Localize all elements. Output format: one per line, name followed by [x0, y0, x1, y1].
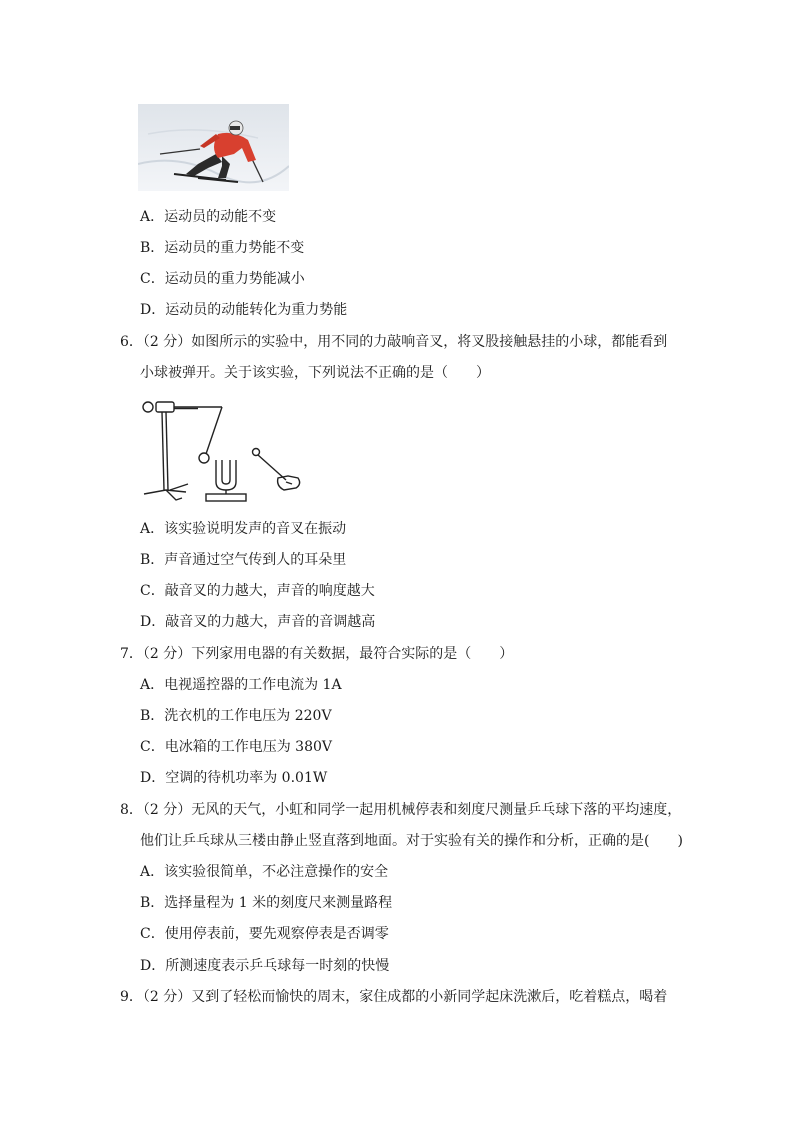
question-6-line-2: 小球被弹开。关于该实验，下列说法不正确的是（ ）	[140, 365, 490, 381]
question-9-line-1: 9．（2 分）又到了轻松而愉快的周末，家住成都的小新同学起床洗漱后，吃着糕点，喝着	[120, 989, 668, 1005]
skier-illustration	[138, 104, 289, 191]
question-7	[120, 644, 680, 664]
q7-option-a: A．电视遥控器的工作电流为 1A	[140, 677, 342, 693]
q5-option-c: C．运动员的重力势能减小	[140, 271, 305, 287]
q7-option-d: D．空调的待机功率为 0.01W	[140, 770, 328, 786]
question-6	[120, 332, 680, 383]
question-8-line-1: 8．（2 分）无风的天气，小虹和同学一起用机械停表和刻度尺测量乒乓球下落的平均速度，	[120, 802, 682, 818]
q5-option-a: A．运动员的动能不变	[140, 209, 277, 225]
q8-option-c: C．使用停表前，要先观察停表是否调零	[140, 926, 389, 942]
q6-option-b: B．声音通过空气传到人的耳朵里	[140, 552, 347, 568]
question-8	[120, 800, 683, 851]
tuning-fork-diagram	[136, 394, 306, 506]
question-8-line-2: 他们让乒乓球从三楼由静止竖直落到地面。对于实验有关的操作和分析，正确的是( )	[140, 833, 683, 849]
q8-option-a: A．该实验很简单，不必注意操作的安全	[140, 864, 389, 880]
q8-option-d: D．所测速度表示乒乓球每一时刻的快慢	[140, 958, 390, 974]
skier-photo	[138, 104, 289, 191]
q7-option-c: C．电冰箱的工作电压为 380V	[140, 739, 332, 755]
tuning-fork-figure	[136, 394, 306, 506]
q5-option-b: B．运动员的重力势能不变	[140, 240, 305, 256]
question-9	[120, 987, 680, 1007]
question-6-line-1: 6．（2 分）如图所示的实验中，用不同的力敲响音叉，将叉股接触悬挂的小球，都能看到	[120, 334, 668, 350]
q7-option-b: B．洗衣机的工作电压为 220V	[140, 708, 332, 724]
q6-option-c: C．敲音叉的力越大，声音的响度越大	[140, 583, 375, 599]
q8-option-b: B．选择量程为 1 米的刻度尺来测量路程	[140, 895, 393, 911]
q6-option-a: A．该实验说明发声的音叉在振动	[140, 521, 347, 537]
q5-option-d: D．运动员的动能转化为重力势能	[140, 302, 348, 318]
q6-option-d: D．敲音叉的力越大，声音的音调越高	[140, 614, 376, 630]
question-7-line-1: 7．（2 分）下列家用电器的有关数据，最符合实际的是（ ）	[120, 646, 514, 662]
